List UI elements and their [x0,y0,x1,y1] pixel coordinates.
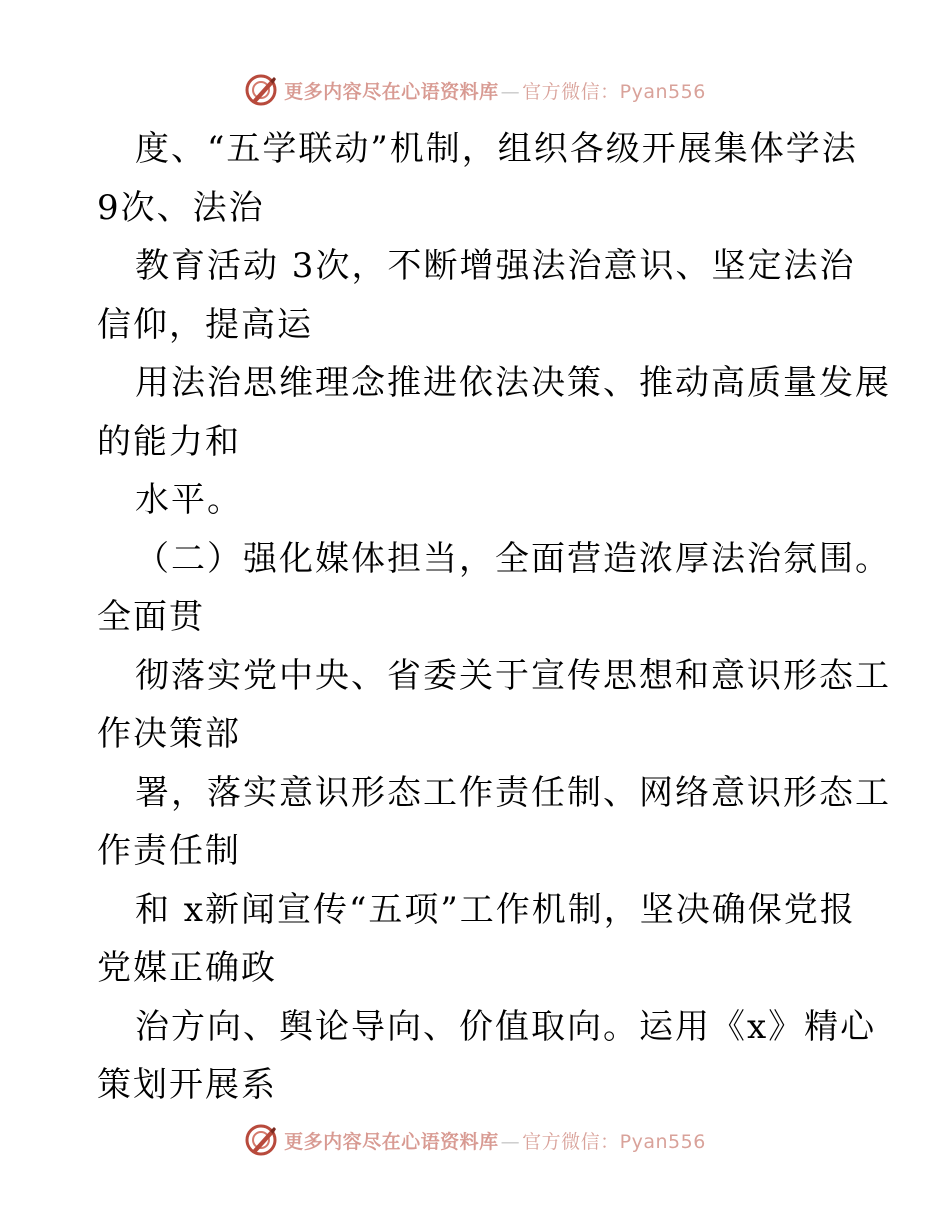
body-line-11: 作决策部 [97,714,241,754]
body-line-1: 度、“五学联动”机制，组织各级开展集体学法 [135,129,858,169]
body-line-12: 署，落实意识形态工作责任制、网络意识形态工 [135,772,891,813]
header-wechat-text: 官方微信：Pyan556 [522,80,706,103]
header-site-text: 更多内容尽在心语资料库 [284,80,499,103]
body-line-10: 彻落实党中央、省委关于宣传思想和意识形态工 [135,655,891,696]
body-line-5: 用法治思维理念推进依法决策、推动高质量发展 [135,363,891,403]
body-line-6: 的能力和 [97,421,241,462]
header-watermark [0,70,950,110]
footer-site-text: 更多内容尽在心语资料库 [284,1130,499,1153]
footer-watermark-text [284,1127,706,1154]
body-line-9: 全面贯 [97,597,205,637]
body-line-15: 党媒正确政 [97,948,277,988]
body-line-2: 9次、法治 [97,187,265,228]
header-watermark-text [284,77,706,104]
body-line-14: 和 x新闻宣传“五项”工作机制，坚决确保党报 [135,889,856,930]
body-line-17: 策划开展系 [97,1065,277,1105]
document-body [97,120,891,1115]
body-line-4: 信仰，提高运 [97,304,313,345]
body-line-3: 教育活动 3次，不断增强法治意识、坚定法治 [135,246,856,286]
body-line-8: （二）强化媒体担当，全面营造浓厚法治氛围。 [135,538,891,579]
footer-wechat-text: 官方微信：Pyan556 [522,1130,706,1153]
header-separator: — [500,80,521,103]
footer-separator: — [500,1130,521,1153]
pen-seal-logo-icon [244,73,278,107]
body-line-7: 水平。 [135,480,243,520]
pen-seal-logo-icon [244,1123,278,1157]
body-line-13: 作责任制 [97,831,241,871]
body-line-16: 治方向、舆论导向、价值取向。运用《x》精心 [135,1006,877,1047]
footer-watermark [0,1120,950,1160]
